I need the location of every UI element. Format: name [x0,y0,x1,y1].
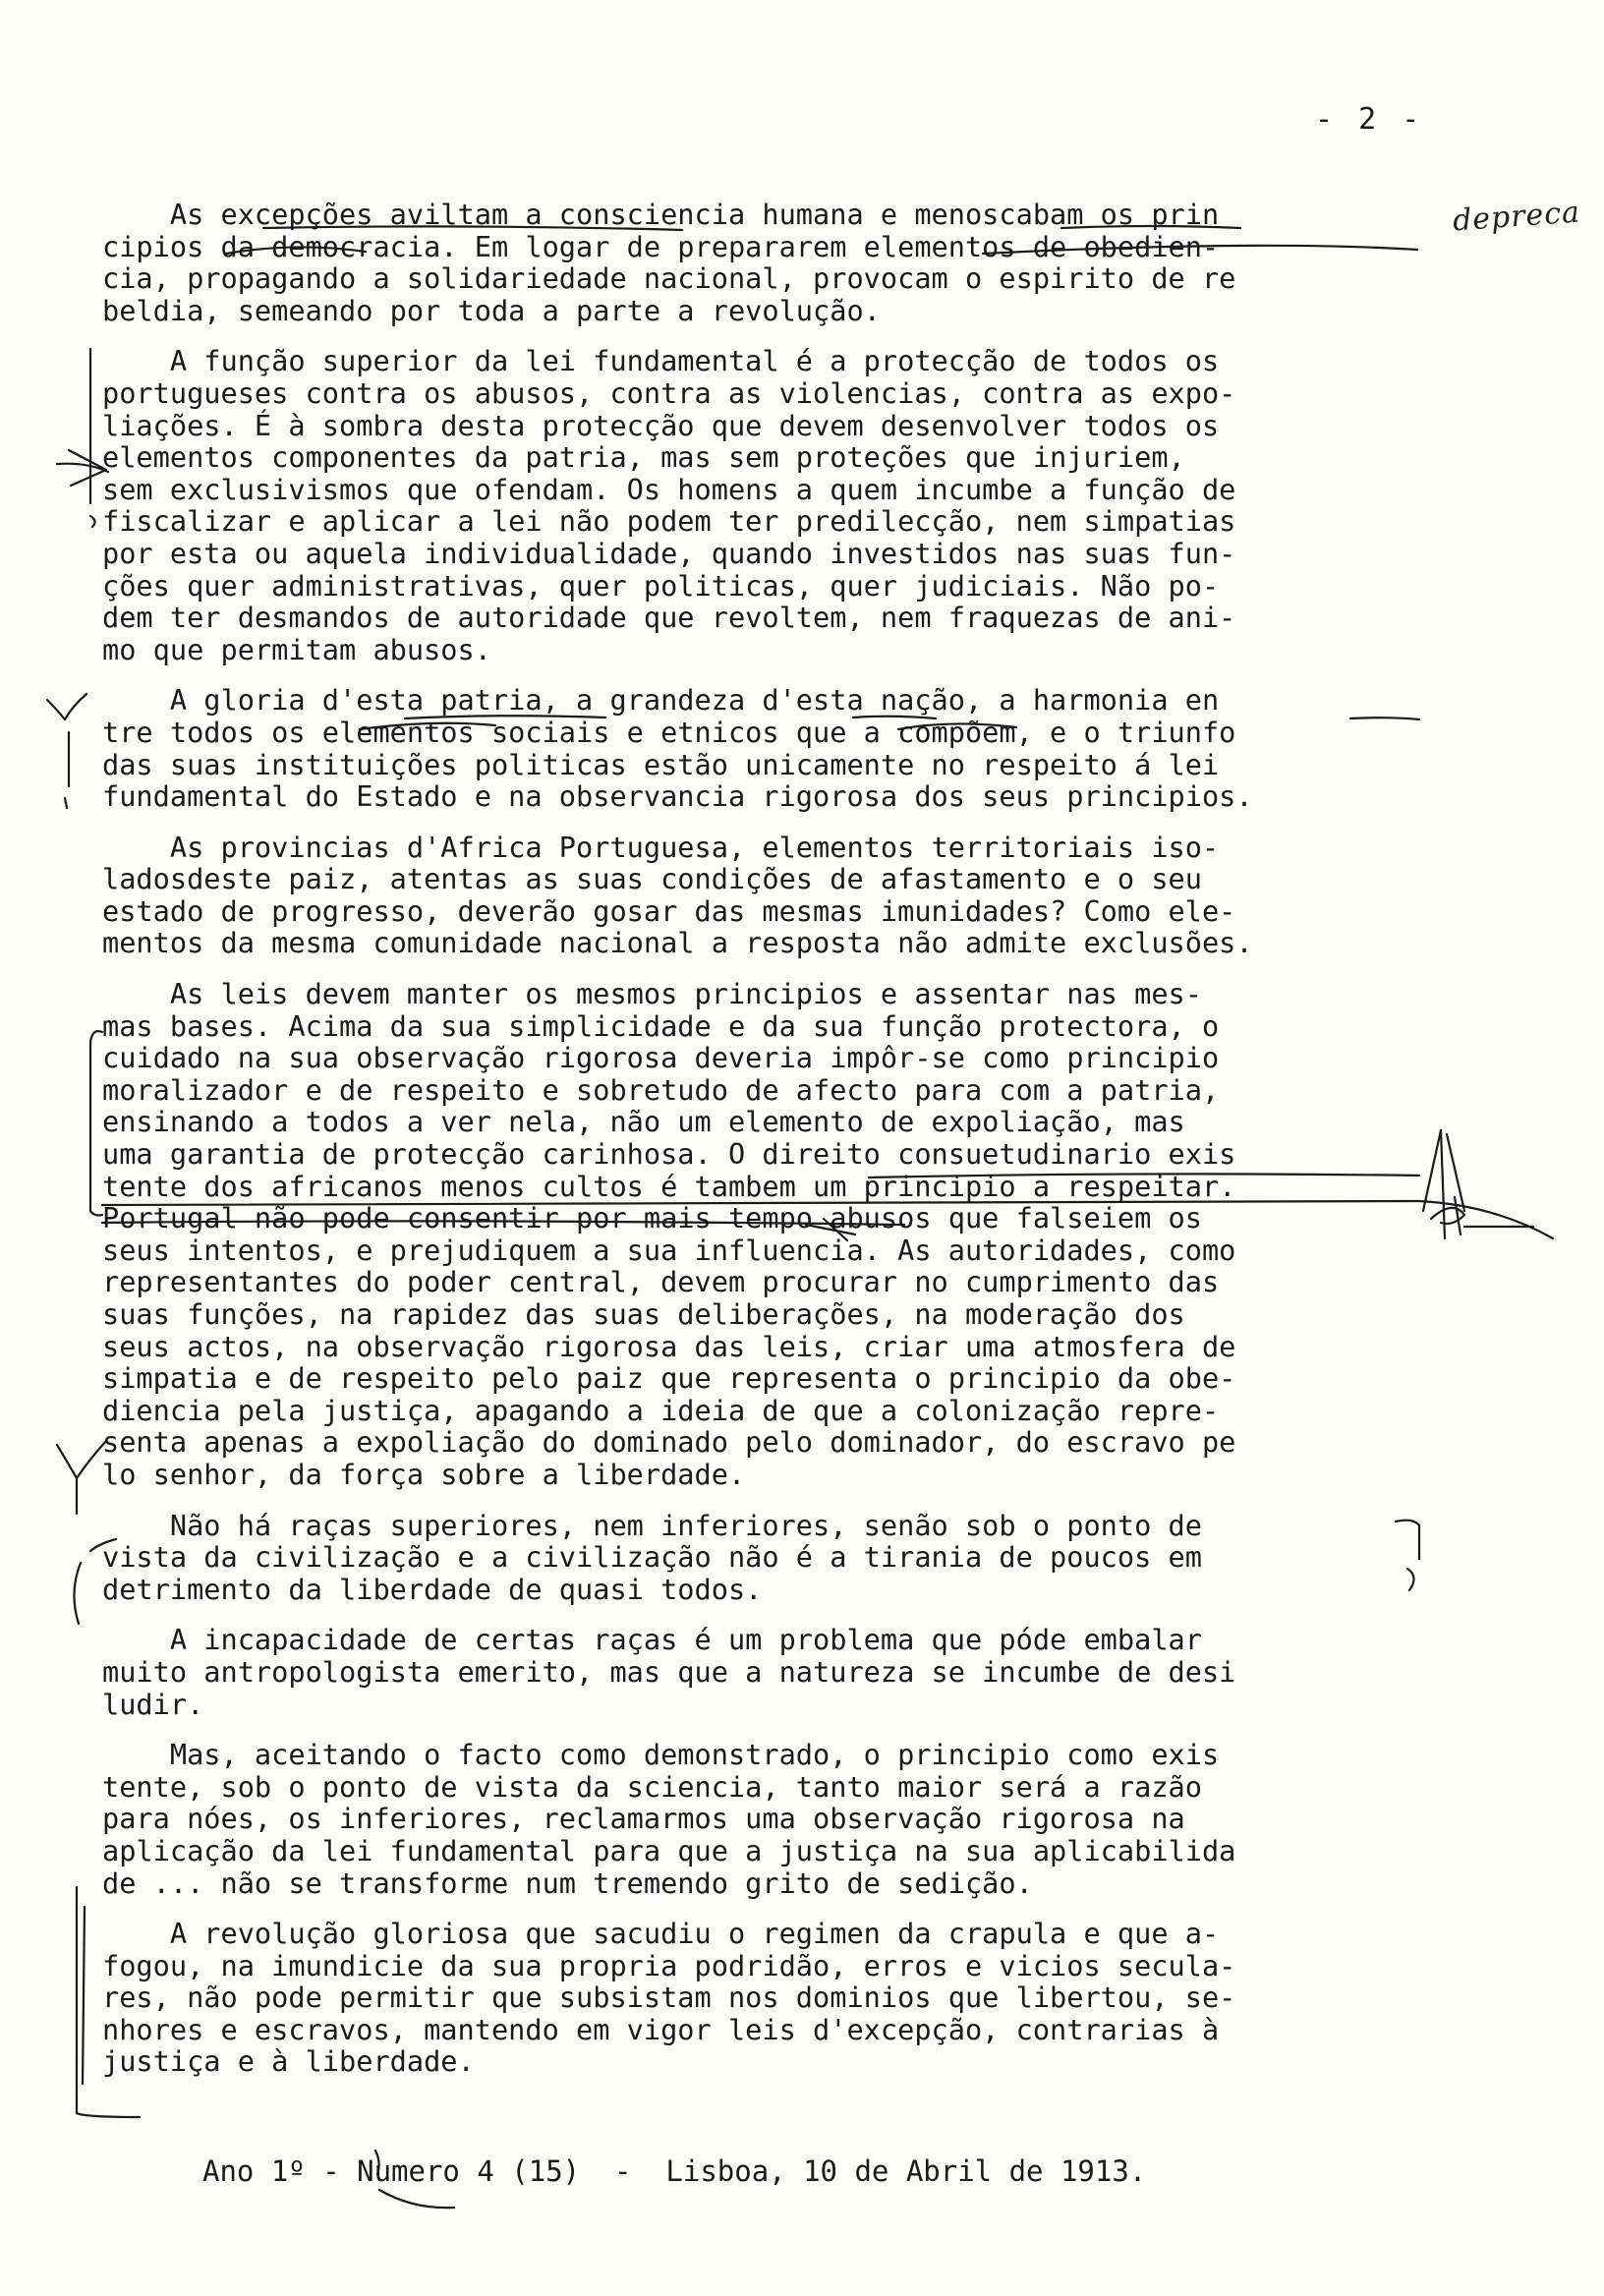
text-line: As excepções aviltam a consciencia humana e menoscabam os prin [102,198,1220,231]
text-line: mas bases. Acima da sua simplicidade e da sua função protectora, o [102,1008,1220,1043]
margin-bracket-mark [90,1031,102,1215]
text-line: vista da civilização e a civilização não é a tirania de poucos em [102,1540,1202,1575]
text-line: A incapacidade de certas raças é um problema que póde embalar [102,1623,1202,1657]
text-line: de ... não se transforme num tremendo grito de sedição. [102,1866,1033,1900]
text-line: aplicação da lei fundamental para que a justiça na sua aplicabilida [102,1833,1236,1867]
text-line: ções quer administrativas, quer politicas, quer judiciais. Não po- [102,568,1220,603]
text-line: liações. É à sombra desta protecção que devem desenvolver todos os [102,408,1220,442]
text-line: Portugal não pode consentir por mais tempo abusos que falseiem os [102,1201,1202,1235]
text-line: cuidado na sua observação rigorosa deveria impôr-se como principio [102,1041,1220,1075]
text-line: ludir. [102,1687,204,1721]
margin-bracket-mark [65,798,67,808]
check-mark [47,694,86,719]
text-line: ensinando a todos a ver nela, não um elemento de expoliação, mas [102,1105,1185,1139]
text-line: seus intentos, e prejudiquem a sua influencia. As autoridades, como [102,1233,1236,1267]
paragraph-9 [102,1918,1429,2078]
text-line: tente, sob o ponto de vista da sciencia, tanto maior será a razão [102,1769,1202,1804]
text-line: As provincias d'Africa Portuguesa, elementos territoriais iso- [102,830,1220,864]
paragraph-2 [102,345,1429,665]
text-line: uma garantia de protecção carinhosa. O direito consuetudinario exis [102,1137,1236,1172]
text-line: das suas instituições politicas estão unicamente no respeito á lei [102,747,1220,781]
handwritten-margin-note: depreca [1451,195,1582,239]
text-line: estado de progresso, deverão gosar das mesmas imunidades? Como ele- [102,893,1236,928]
text-line: suas funções, na rapidez das suas deliberações, na moderação dos [102,1297,1185,1331]
text-line: A função superior da lei fundamental é a protecção de todos os [102,344,1220,378]
text-line: res, não pode permitir que subsistam nos dominios que libertou, se- [102,1980,1236,2015]
text-line: mentos da mesma comunidade nacional a resposta não admite exclusões. [102,926,1253,960]
text-line: lo senhor, da força sobre a liberdade. [102,1457,746,1491]
text-line: sem exclusivismos que ofendam. Os homens a quem incumbe a função de [102,472,1236,506]
text-line: seus actos, na observação rigorosa das leis, criar uma atmosfera de [102,1329,1236,1363]
paragraph-4 [102,832,1429,959]
paragraph-3 [102,684,1429,812]
y-check-mark [57,1441,106,1514]
text-line: A revolução gloriosa que sacudiu o regimen da crapula e que a- [102,1917,1220,1951]
text-line: moralizador e de respeito e sobretudo de afecto para com a patria, [102,1072,1220,1107]
paragraph-5 [102,978,1429,1491]
text-line: ladosdeste paiz, atentas as suas condições de afastamento e o seu [102,862,1202,896]
text-line: As leis devem manter os mesmos principios e assentar nas mes- [102,977,1202,1011]
text-line: cipios da democracia. Em logar de prepararem elementos de obedien- [102,229,1220,263]
paragraph-1 [102,199,1429,326]
text-line: mo que permitam abusos. [102,632,491,666]
text-line: representantes do poder central, devem procurar no cumprimento das [102,1265,1220,1299]
paragraph-7 [102,1624,1429,1720]
margin-bracket-mark [74,1563,81,1624]
text-line: tente dos africanos menos cultos é tambem um principio a respeitar. [102,1169,1236,1203]
text-line: A gloria d'esta patria, a grandeza d'esta nação, a harmonia en [102,683,1220,718]
text-line: elementos componentes da patria, mas sem proteções que injuriem, [102,440,1185,475]
pen-arrow-mark [1423,1130,1464,1211]
pen-arrow-mark [1419,1130,1553,1238]
text-line: Mas, aceitando o facto como demonstrado, o principio como exis [102,1738,1220,1772]
margin-bracket-mark [83,1907,85,2084]
article-body [102,199,1429,2096]
issue-footer: Ano 1º - Numero 4 (15) - Lisboa, 10 de Abril de 1913. [202,2154,1147,2188]
text-line: diencia pela justiça, apagando a ideia de que a colonização repre- [102,1393,1220,1427]
text-line: fundamental do Estado e na observancia rigorosa dos seus principios. [102,779,1253,814]
text-line: nhores e escravos, mantendo em vigor leis d'excepção, contrarias à [102,2012,1220,2046]
text-line: detrimento da liberdade de quasi todos. [102,1572,763,1606]
text-line: por esta ou aquela individualidade, quando investidos nas suas fun- [102,536,1236,570]
text-line: fiscalizar e aplicar a lei não podem ter predilecção, nem simpatias [102,504,1236,539]
text-line: fogou, na imundicie da sua propria podridão, erros e vicios secula- [102,1948,1236,1982]
text-line: para nóes, os inferiores, reclamarmos uma observação rigorosa na [102,1802,1185,1836]
margin-bracket-mark [90,516,95,527]
text-line: cia, propagando a solidariedade nacional, provocam o espirito de re [102,261,1236,296]
paragraph-8 [102,1739,1429,1899]
text-line: muito antropologista emerito, mas que a natureza se incumbe de desi [102,1654,1236,1689]
footer-scribble-mark [379,2190,454,2208]
text-line: Não há raças superiores, nem inferiores, senão sob o ponto de [102,1508,1202,1542]
margin-bracket-mark [57,450,108,486]
text-line: senta apenas a expoliação do dominado pelo dominador, do escravo pe [102,1425,1236,1460]
text-line: dem ter desmandos de autoridade que revoltem, nem fraquezas de ani- [102,601,1236,635]
text-line: tre todos os elementos sociais e etnicos que a compõem, e o triunfo [102,715,1236,749]
text-line: beldia, semeando por toda a parte a revolução. [102,293,881,327]
text-line: justiça e à liberdade. [102,2044,475,2079]
text-line: simpatia e de respeito pelo paiz que representa o principio da obe- [102,1361,1236,1396]
paragraph-6 [102,1510,1429,1606]
page-number: - 2 - [1315,102,1424,137]
text-line: portugueses contra os abusos, contra as violencias, contra as expo- [102,375,1236,410]
